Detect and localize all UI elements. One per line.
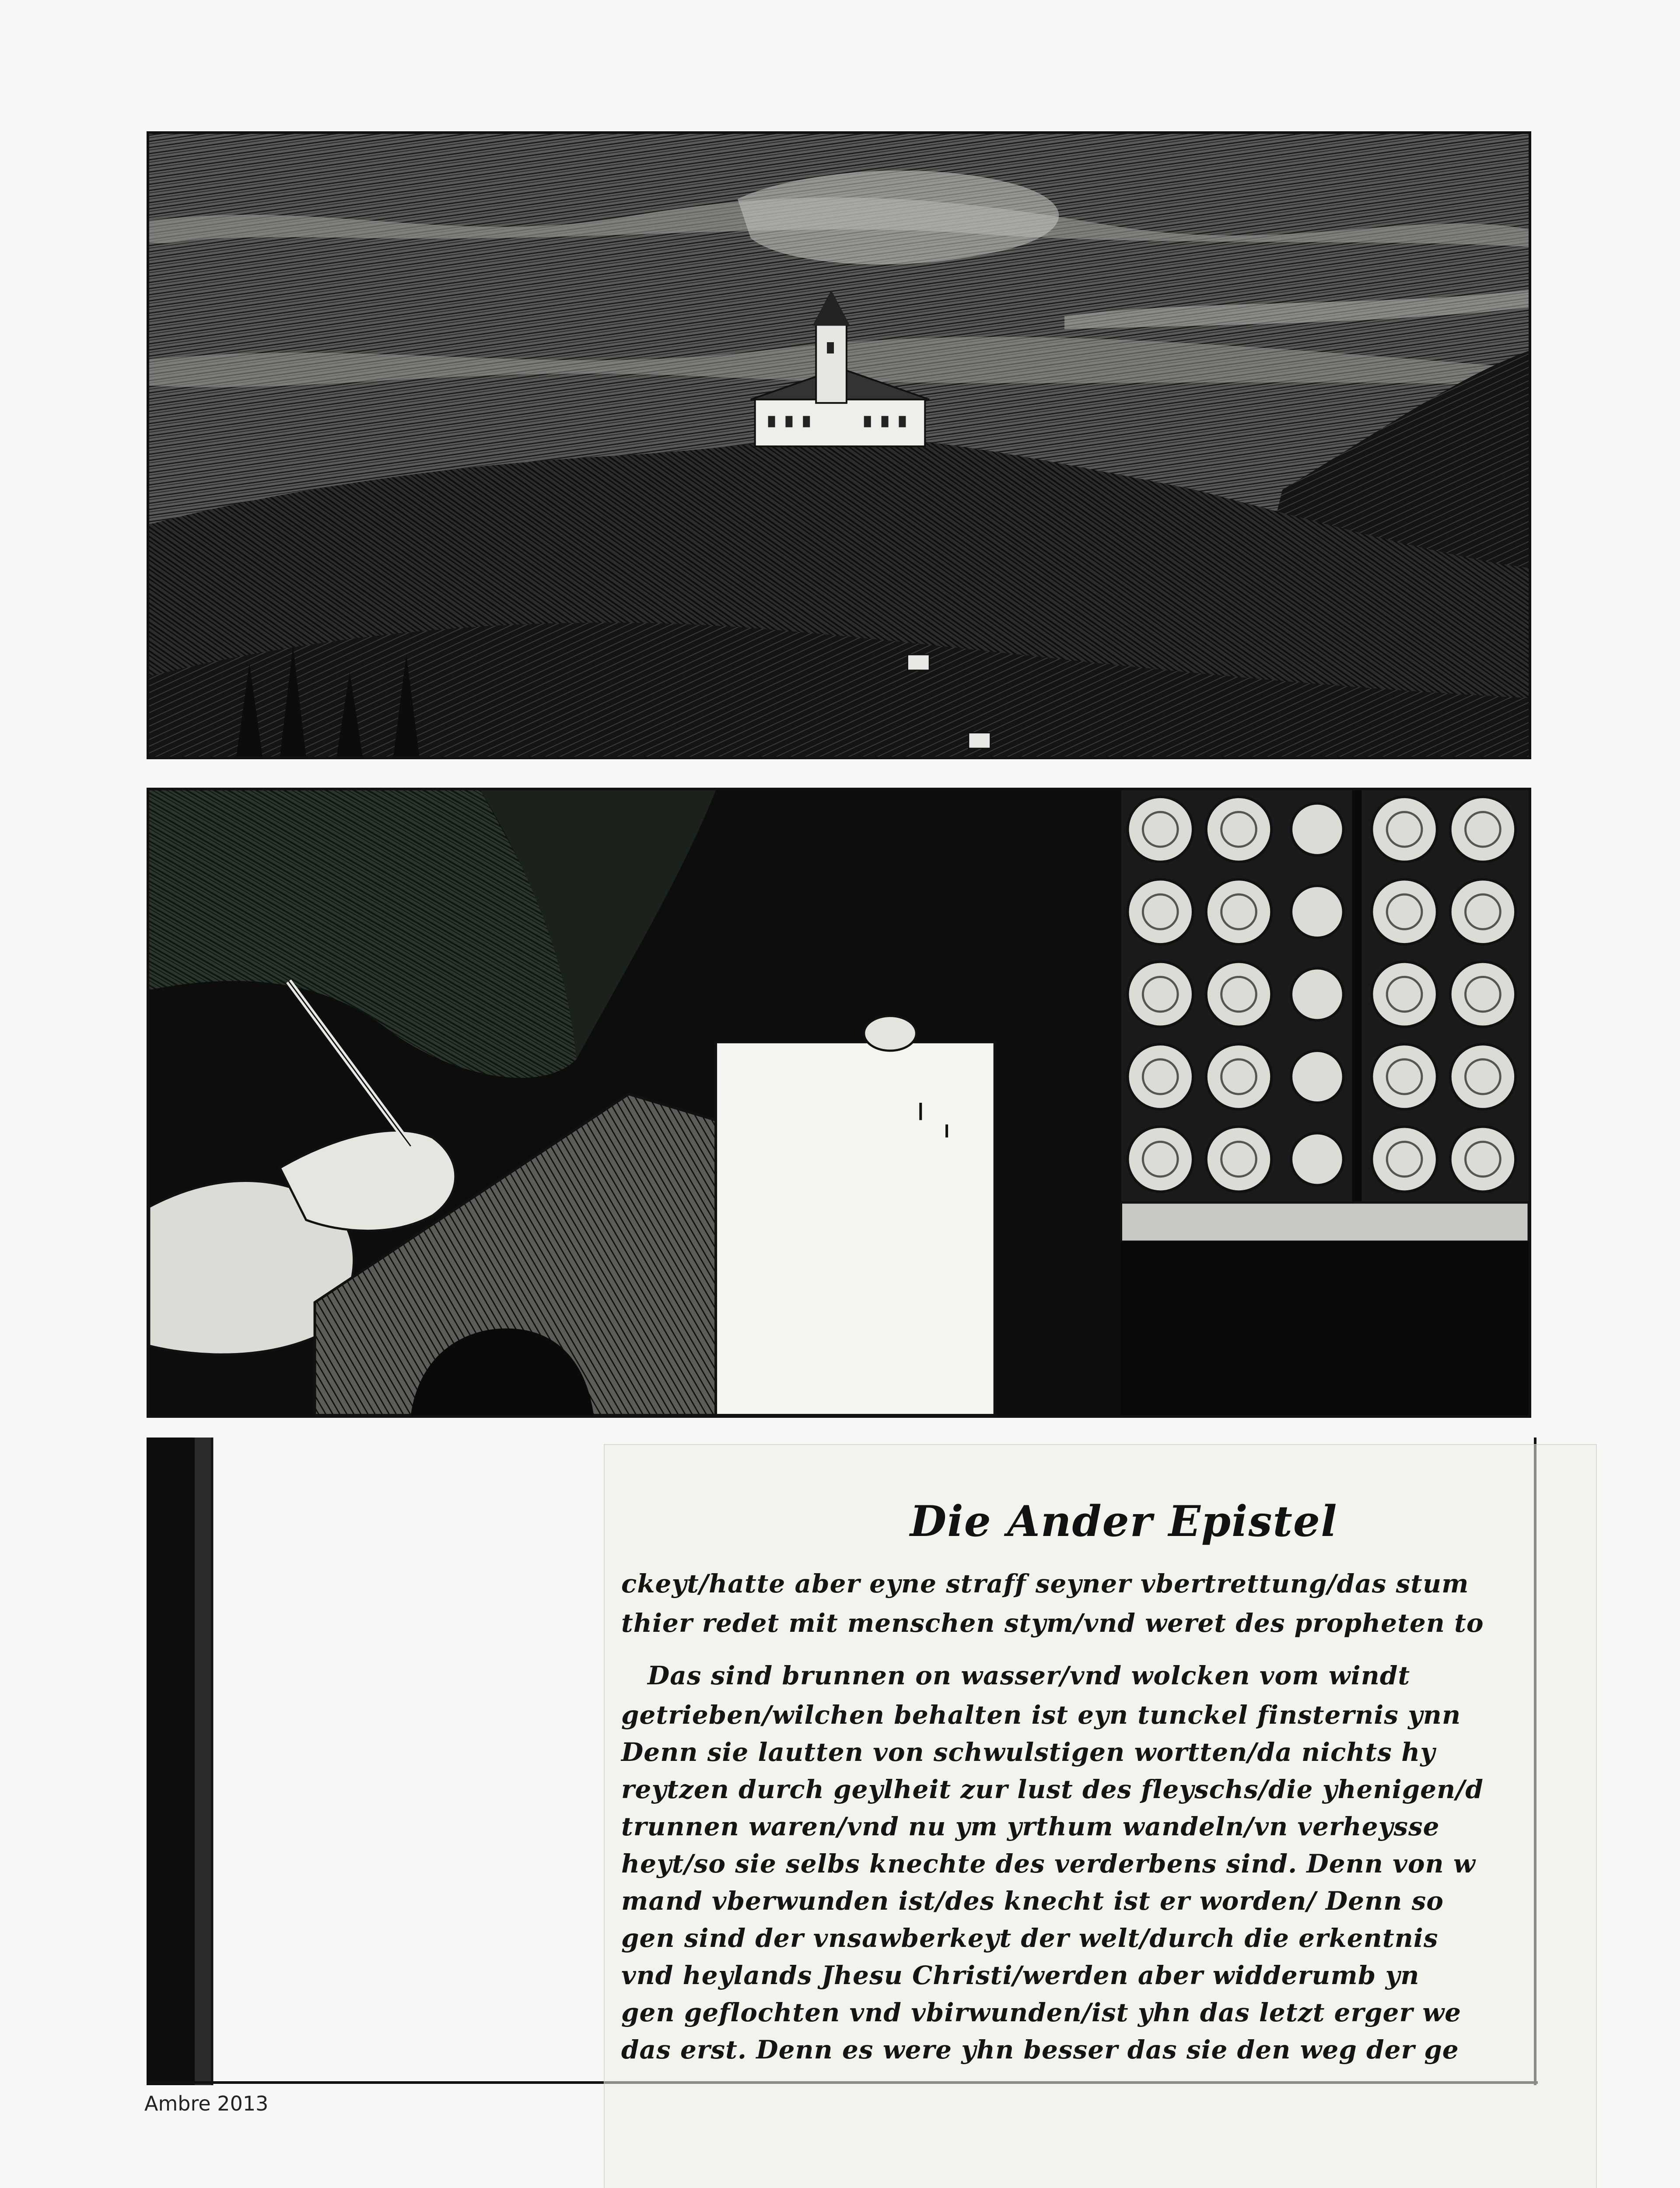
book-line: gen geflochten vnd vbirwunden/ist yhn das letzt erger we [621, 1998, 1462, 2027]
book-excerpt [604, 1444, 1536, 2092]
book-line: thier redet mit menschen stym/vnd weret des propheten to [621, 1608, 1484, 1638]
book-title: Die Ander Epistel [910, 1497, 1338, 1546]
book-line: ckeyt/hatte aber eyne straff seyner vbertrettung/das stum [621, 1569, 1469, 1599]
scribe-panel [147, 788, 1531, 1418]
book-line: trunnen waren/vnd nu ym yrthum wandeln/vn verheysse [621, 1812, 1440, 1841]
landscape-illustration [149, 134, 1529, 757]
book-line: heyt/so sie selbs knechte des verderbens sind. Denn von w [621, 1849, 1476, 1879]
landscape-panel [147, 131, 1531, 759]
book-line: Das sind brunnen on wasser/vnd wolcken vom windt [648, 1661, 1410, 1690]
stained-window [1121, 790, 1529, 1415]
scribe-illustration [149, 790, 1529, 1415]
book-line: getrieben/wilchen behalten ist eyn tunckel finsternis ynn [621, 1700, 1461, 1730]
book-line: das erst. Denn es were yhn besser das sie den weg der ge [621, 2035, 1459, 2065]
book-line: Denn sie lautten von schwulstigen wortten/da nichts hy [621, 1737, 1435, 1767]
artist-signature: Ambre 2013 [144, 2092, 269, 2115]
book-line: vnd heylands Jhesu Christi/werden aber widderumb yn [621, 1960, 1420, 1990]
book-line: mand vberwunden ist/des knecht ist er worden/ Denn so [621, 1886, 1444, 1916]
book-line: gen sind der vnsawberkeyt der welt/durch die erkentnis [621, 1923, 1438, 1953]
book-line: reytzen durch geylheit zur lust des fleyschs/die yhenigen/d [621, 1774, 1484, 1804]
